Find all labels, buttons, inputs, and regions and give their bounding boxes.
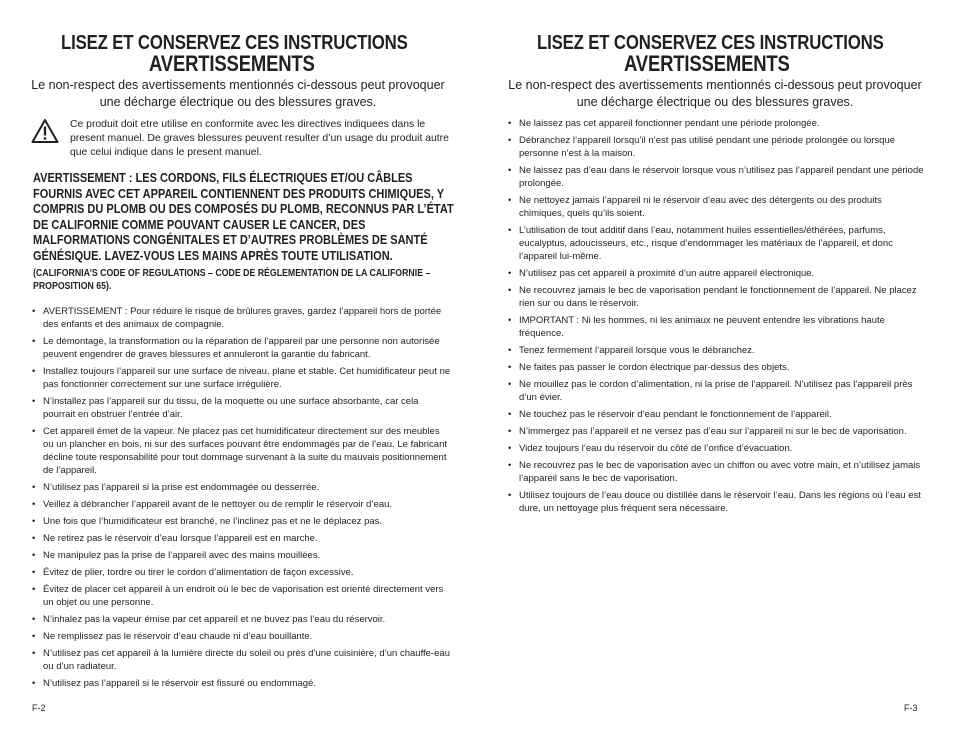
prop65-warning: AVERTISSEMENT : LES CORDONS, FILS ÉLECTRIQUES ET/OU CÂBLES FOURNIS AVEC CET APPAREIL CONTIENNENT DES PRODUITS CHIMIQUES, Y COMPRIS DU PLOMB OU DES COMPOSÉS DU PLOMB, RECONNUS PAR L’ÉTAT DE CALIFORNIE COMME POUVANT CAUSER LE CANCER, DES MALFORMATIONS CONGÉNITALES ET D’AUTRES PROBLÈMES DE SANTÉ GÉNÉSIQUE. LAVEZ-VOUS LES MAINS APRÈS TOUTE UTILISATION. xyxy=(33,170,454,263)
list-item: • N’inhalez pas la vapeur émise par cet appareil et ne buvez pas l’eau du réservoir. xyxy=(32,613,452,626)
list-item: • IMPORTANT : Ni les hommes, ni les animaux ne peuvent entendre les vibrations haute fréquence. xyxy=(508,314,926,340)
list-item: • Évitez de plier, tordre ou tirer le cordon d’alimentation de façon excessive. xyxy=(32,566,452,579)
list-item: • Débranchez l’appareil lorsqu’il n’est pas utilisé pendant une période prolongée ou lorsque personne n’est à la maison. xyxy=(508,134,926,160)
right-page-title: LISEZ ET CONSERVEZ CES INSTRUCTIONS xyxy=(537,32,884,54)
list-item: • Ne recouvrez jamais le bec de vaporisation pendant le fonctionnement de l’appareil. Ne placez rien sur ou dans le réservoir. xyxy=(508,284,926,310)
list-item: • Cet appareil émet de la vapeur. Ne placez pas cet humidificateur directement sur des meubles ou un plancher en bois, ni sur des surfaces pouvant être endommagés par de l’eau. Le fabricant décline toute responsabilité pour tout dommage survenant à la suite du mauvais positionnement de l’appareil. xyxy=(32,425,452,477)
right-warning-list xyxy=(508,117,926,519)
list-item: • N’utilisez pas cet appareil à la lumière directe du soleil ou près d’une cuisinière, d’un chauffe-eau ou d’un radiateur. xyxy=(32,647,452,673)
list-item: • AVERTISSEMENT : Pour réduire le risque de brûlures graves, gardez l’appareil hors de portée des enfants et des animaux de compagnie. xyxy=(32,305,452,331)
list-item: • Utilisez toujours de l’eau douce ou distillée dans le réservoir l’eau. Dans les régions où l’eau est dure, un nettoyage plus fréquent sera nécessaire. xyxy=(508,489,926,515)
list-item: • Ne laissez pas d’eau dans le réservoir lorsque vous n’utilisez pas l’appareil pendant une période prolongée. xyxy=(508,164,926,190)
right-page xyxy=(477,0,954,738)
warning-triangle-icon xyxy=(31,118,59,144)
list-item: • L’utilisation de tout additif dans l’eau, notamment huiles essentielles/éthérées, parfums, eucalyptus, adoucisseurs, etc., risque d’endommager les matériaux de l’appareil, et donc l’appareil lui-même. xyxy=(508,224,926,263)
list-item: • Ne nettoyez jamais l’appareil ni le réservoir d’eau avec des détergents ou des produits chimiques, quels qu’ils soient. xyxy=(508,194,926,220)
list-item: • Une fois que l’humidificateur est branché, ne l’inclinez pas et ne le déplacez pas. xyxy=(32,515,452,528)
left-warning-list xyxy=(32,305,452,694)
list-item: • N’installez pas l’appareil sur du tissu, de la moquette ou une surface absorbante, car cela pourrait en obstruer l’entrée d’air. xyxy=(32,395,452,421)
list-item: • Le démontage, la transformation ou la réparation de l’appareil par une personne non autorisée peuvent engendrer de graves blessures et annuleront la garantie du fabricant. xyxy=(32,335,452,361)
list-item: • Installez toujours l’appareil sur une surface de niveau, plane et stable. Cet humidificateur peut ne pas fonctionner correctement sur une surface irrégulière. xyxy=(32,365,452,391)
list-item: • N’immergez pas l’appareil et ne versez pas d’eau sur l’appareil ni sur le bec de vaporisation. xyxy=(508,425,926,438)
list-item: • N’utilisez pas l’appareil si le réservoir est fissuré ou endommagé. xyxy=(32,677,452,690)
list-item: • N’utilisez pas l’appareil si la prise est endommagée ou desserrée. xyxy=(32,481,452,494)
list-item: • Ne faites pas passer le cordon électrique par-dessus des objets. xyxy=(508,361,926,374)
list-item: • Tenez fermement l’appareil lorsque vous le débranchez. xyxy=(508,344,926,357)
list-item: • N’utilisez pas cet appareil à proximité d’un autre appareil électronique. xyxy=(508,267,926,280)
page-number-left: F-2 xyxy=(32,703,46,713)
left-intro-text: Le non-respect des avertissements mentionnés ci-dessous peut provoquer une décharge électrique ou des blessures graves. xyxy=(31,78,445,109)
list-item: • Ne touchez pas le réservoir d’eau pendant le fonctionnement de l’appareil. xyxy=(508,408,926,421)
page-number-right: F-3 xyxy=(904,703,918,713)
list-item: • Évitez de placer cet appareil à un endroit où le bec de vaporisation est orienté directement vers un objet ou une personne. xyxy=(32,583,452,609)
caution-block xyxy=(31,118,451,166)
list-item: • Veillez à débrancher l’appareil avant de le nettoyer ou de remplir le réservoir d’eau. xyxy=(32,498,452,511)
list-item: • Videz toujours l’eau du réservoir du côté de l’orifice d’évacuation. xyxy=(508,442,926,455)
caution-text: Ce produit doit etre utilise en conformite avec les directives indiquees dans le present manuel. De graves blessures peuvent resulter d’un usage du produit autre que celui indique dans le present manuel. xyxy=(70,119,449,158)
list-item: • Ne manipulez pas la prise de l’appareil avec des mains mouillées. xyxy=(32,549,452,562)
list-item: • Ne retirez pas le réservoir d’eau lorsque l’appareil est en marche. xyxy=(32,532,452,545)
list-item: • Ne recouvrez pas le bec de vaporisation avec un chiffon ou avec votre main, et n’utilisez jamais l’appareil sans le bec de vaporisation. xyxy=(508,459,926,485)
right-intro-text: Le non-respect des avertissements mentionnés ci-dessous peut provoquer une décharge électrique ou des blessures graves. xyxy=(508,78,922,109)
list-item: • Ne mouillez pas le cordon d’alimentation, ni la prise de l’appareil. N’utilisez pas l’appareil près d’un évier. xyxy=(508,378,926,404)
right-page-subtitle: AVERTISSEMENTS xyxy=(624,51,790,76)
list-item: • Ne laissez pas cet appareil fonctionner pendant une période prolongée. xyxy=(508,117,926,130)
prop65-note: (CALIFORNIA’S CODE OF REGULATIONS – CODE DE RÉGLEMENTATION DE LA CALIFORNIE – PROPOSITION 65). xyxy=(33,268,431,292)
left-page-subtitle: AVERTISSEMENTS xyxy=(149,51,315,76)
left-page-title: LISEZ ET CONSERVEZ CES INSTRUCTIONS xyxy=(61,32,408,54)
list-item: • Ne remplissez pas le réservoir d’eau chaude ni d’eau bouillante. xyxy=(32,630,452,643)
